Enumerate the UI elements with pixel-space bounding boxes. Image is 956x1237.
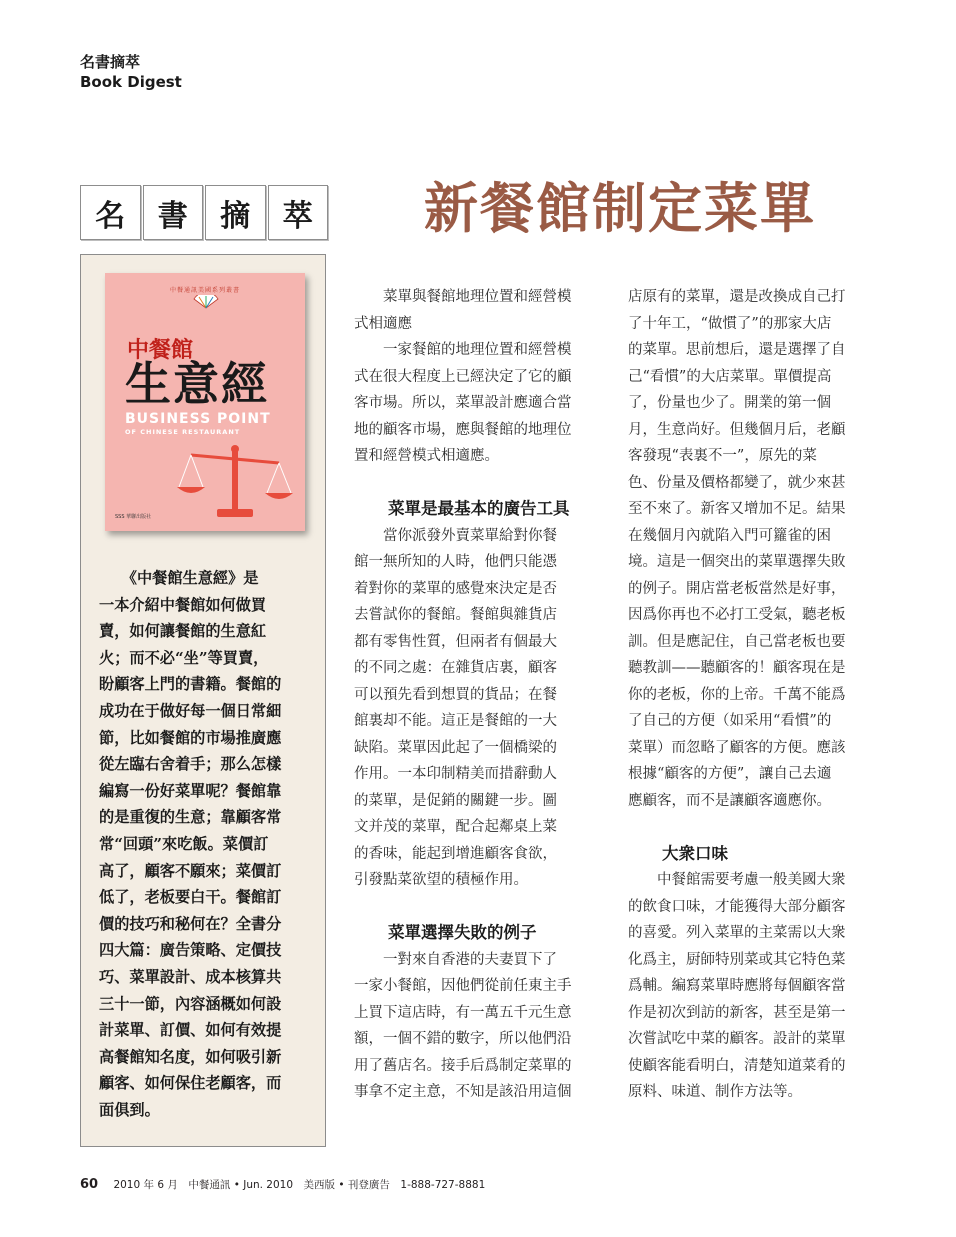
text-line: 去嘗試你的餐館。餐館與雜貨店 [354,607,557,623]
text-line: 菜單與餐館地理位置和經營模 [354,289,572,305]
section-label [80,52,182,92]
summary-line: 盼顧客上門的書籍。餐館的 [99,675,282,694]
paragraph-gap [354,470,602,497]
article-headline: 新餐館制定菜單 [424,176,816,240]
text-line: 原料、味道、制作方法等。 [628,1084,802,1100]
book-english-subtitle: OF CHINESE RESTAURANT [125,428,241,436]
page-number: 60 [80,1177,99,1192]
text-line: 作用。一本印制精美而措辭動人 [354,766,557,782]
article-column-middle [354,284,602,1106]
book-english-title: BUSINESS POINT [125,411,271,427]
text-line: 式相適應 [354,315,412,332]
text-line: 應顧客，而不是讓顧客適應你。 [628,792,831,809]
summary-line: 四大篇：廣告策略、定價技 [99,941,282,960]
text-line: 聽教訓——聽顧客的！顧客現在是 [628,660,846,676]
balance-scale-icon [175,441,295,521]
summary-line: 成功在于做好每一個日常細 [99,701,282,720]
text-line: 館裏却不能。這正是餐館的一大 [354,713,557,729]
paragraph-gap [354,894,602,921]
text-line: 境。這是一個突出的菜單選擇失敗 [628,554,846,570]
text-line: 用了舊店名。接手后爲制定菜單的 [354,1057,572,1074]
text-line: 式在很大程度上已經決定了它的顧 [354,368,572,385]
summary-line: 顧客、如何保住老顧客，而 [99,1074,282,1093]
summary-line: 低了，老板要白干。餐館訂 [99,888,282,907]
text-line: 中餐館需要考慮一般美國大衆 [628,872,846,888]
summary-line: 《中餐館生意經》是 [99,569,259,587]
summary-line: 編寫一份好菜單呢？餐館靠 [99,781,282,800]
title-box: 書 [143,185,204,240]
text-line: 次嘗試吃中菜的顧客。設計的菜單 [628,1031,846,1047]
summary-line: 價的技巧和秘何在？全書分 [99,914,282,933]
book-cover [105,273,305,531]
text-line: 上買下這店時，有一萬五千元生意 [354,1004,572,1021]
text-line: 客發現“表裏不一”，原先的菜 [628,448,817,464]
book-series: 中餐通訊美國系列叢書 [169,287,240,294]
text-line: 缺陷。菜單因此起了一個橋梁的 [354,739,557,756]
text-line: 的菜單。思前想后，還是選擇了自 [628,342,846,358]
text-line: 訓。但是應記住，自己當老板也要 [628,633,846,650]
text-line: 的飲食口味，才能獲得大部分顧客 [628,898,846,915]
text-line: 着對你的菜單的感覺來決定是否 [354,580,557,597]
title-box: 摘 [205,185,266,240]
text-line: 可以預先看到想買的貨品；在餐 [354,686,557,703]
summary-line: 的是重復的生意；靠顧客常 [99,808,282,827]
paragraph-gap [628,814,876,841]
text-line: 引發點菜欲望的積極作用。 [354,872,528,888]
text-line: 額，一個不錯的數字，所以他們沿 [354,1031,572,1047]
text-line: 使顧客能看明白，清楚知道菜肴的 [628,1057,846,1074]
text-line: 了，份量也少了。開業的第一個 [628,395,831,411]
text-line: 化爲主，厨師特別菜或其它特色菜 [628,951,846,968]
text-line: 地的顧客市場，應與餐館的地理位 [354,421,572,438]
text-line: 因爲你再也不必打工受氣，聽老板 [628,607,846,623]
section-label-zh: 名書摘萃 [80,53,141,71]
fan-logo-icon [193,295,219,309]
text-line: 菜單）而忽略了顧客的方便。應該 [628,739,846,756]
summary-line: 計菜單、訂價、如何有效提 [99,1021,282,1040]
section-heading: 菜單選擇失敗的例子 [388,923,537,942]
page-footer [80,1177,485,1192]
text-line: 根據“顧客的方便”，讓自己去適 [628,766,832,782]
text-line: 館一無所知的人時，他們只能憑 [354,554,557,570]
summary-line: 一本介紹中餐館如何做買 [99,595,267,614]
text-line: 事拿不定主意，不知是該沿用這個 [354,1084,572,1100]
book-title-top: 中餐館 [127,337,194,363]
summary-line: 面俱到。 [99,1100,160,1119]
text-line: 的喜愛。列入菜單的主菜需以大衆 [628,925,846,941]
text-line: 色、份量及價格都變了，就少來甚 [628,474,846,491]
book-title-main: 生意經 [125,357,269,411]
summary-line: 節，比如餐館的市場推廣應 [99,728,282,747]
book-sidebar [80,254,326,1147]
text-line: 當你派發外賣菜單給對你餐 [354,527,557,544]
text-line: 店原有的菜單，還是改換成自己打 [628,289,846,305]
summary-line: 巧、菜單設計、成本核算共 [99,967,282,986]
text-line: 作是初次到訪的新客，甚至是第一 [628,1004,846,1021]
article-column-right [628,284,876,1106]
text-line: 了十年工，“做慣了”的那家大店 [628,315,832,332]
text-line: 在幾個月內就陷入門可籮雀的困 [628,527,831,544]
text-line: 置和經營模式相適應。 [354,448,499,464]
section-label-en: Book Digest [80,73,182,91]
text-line: 爲輔。編寫菜單時應將每個顧客當 [628,978,846,994]
summary-line: 火；而不必“坐”等買賣， [99,648,269,667]
text-line: 文并茂的菜單，配合起鄰桌上菜 [354,819,557,835]
section-heading: 菜單是最基本的廣告工具 [388,499,570,518]
summary-line: 高餐館知名度，如何吸引新 [99,1047,282,1066]
title-box: 名 [80,185,141,240]
text-line: 的不同之處：在雜貨店裏，顧客 [354,660,557,676]
section-heading: 大衆口味 [662,843,728,863]
text-line: 的菜單，是促銷的關鍵一步。圖 [354,792,557,809]
text-line: 月，生意尚好。但幾個月后，老顧 [628,421,846,438]
title-boxes [80,185,328,240]
text-line: 己“看慣”的大店菜單。單價提高 [628,368,832,385]
text-line: 客市場。所以，菜單設計應適合當 [354,395,572,411]
footer-text: 2010 年 6 月 中餐通訊 • Jun. 2010 美西版 • 刊登廣告 1-888-727-8881 [113,1179,486,1191]
text-line: 至不來了。新客又增加不足。結果 [628,501,846,517]
summary-line: 高了，顧客不願來；菜價訂 [99,861,282,880]
text-line: 一家小餐館，因他們從前任東主手 [354,978,572,994]
text-line: 的例子。開店當老板當然是好事， [628,580,846,597]
title-box: 萃 [268,185,329,240]
text-line: 一家餐館的地理位置和經營模 [354,342,572,358]
book-summary [99,565,311,1123]
text-line: 你的老板，你的上帝。千萬不能爲 [628,686,846,703]
summary-line: 三十一節，內容涵概如何設 [99,994,282,1013]
text-line: 一對來自香港的夫妻買下了 [354,951,557,968]
summary-line: 從左臨右舍着手；那么怎樣 [99,755,282,774]
text-line: 都有零售性質，但兩者有個最大 [354,633,557,650]
text-line: 了自己的方便（如采用“看慣”的 [628,713,832,729]
book-publisher: SSS 華聯出版社 [115,514,152,520]
summary-line: 常“回頭”來吃飯。菜價訂 [99,834,269,853]
text-line: 的香味，能起到增進顧客食欲， [354,845,557,862]
summary-line: 賣，如何讓餐館的生意紅 [99,622,267,641]
